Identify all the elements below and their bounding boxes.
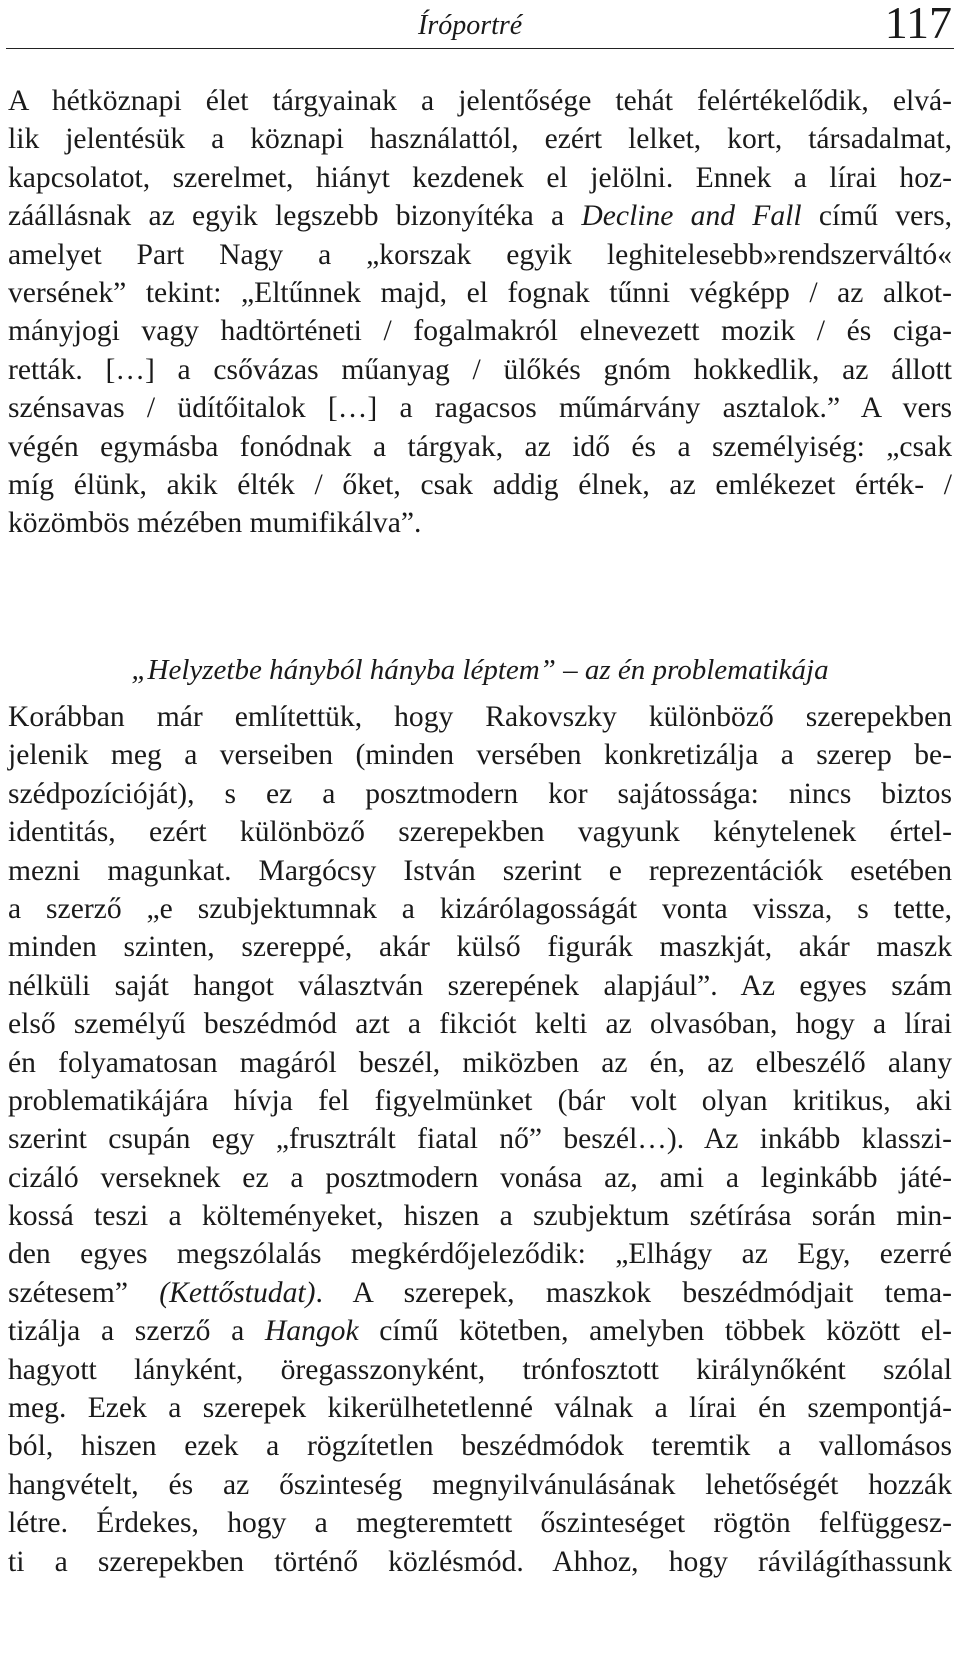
text-line: A hétköznapi élet tárgyainak a jelentősége tehát felértékelődik, elvá- xyxy=(8,85,952,117)
text-line: jelenik meg a verseiben (minden versében konkretizálja a szerep be- xyxy=(8,739,952,772)
text-line: míg élünk, akik élték / őket, csak addig élnek, az emlékezet érték- / xyxy=(8,468,952,501)
text-line: ból, hiszen ezek a rögzítetlen beszédmódok teremtik a vallomásos xyxy=(8,1430,952,1463)
paragraph-1 xyxy=(8,82,952,543)
text-line: mányjogi vagy hadtörténeti / fogalmakról elnevezett mozik / és ciga- xyxy=(8,315,952,348)
text-line: amelyet Part Nagy a „korszak egyik leghitelesebb»rendszerváltó« xyxy=(8,238,952,271)
italic-title: (Kettőstudat) xyxy=(159,1276,316,1309)
text-line: lik jelentésük a köznapi használattól, ezért lelket, kort, társadalmat, xyxy=(8,123,952,156)
running-title: Íróportré xyxy=(418,10,523,41)
text-line: retták. […] a csővázas műanyag / ülőkés gnóm hokkedlik, az állott xyxy=(8,353,952,386)
text-line: szétesem” (Kettőstudat). A szerepek, maszkok beszédmódjait tema- xyxy=(8,1276,952,1309)
italic-title: Hangok xyxy=(264,1315,359,1348)
text-line: kapcsolatot, szerelmet, hiányt kezdenek el jelölni. Ennek a lírai hoz- xyxy=(8,161,952,194)
page-number: 117 xyxy=(884,0,952,48)
text-line: minden szinten, szereppé, akár külső figurák maszkját, akár maszk xyxy=(8,931,952,964)
text-line: identitás, ezért különböző szerepekben vagyunk kénytelenek értel- xyxy=(8,816,952,849)
text-line: Korábban már említettük, hogy Rakovszky különböző szerepekben xyxy=(8,701,952,733)
text-line: első személyű beszédmód azt a fikciót kelti az olvasóban, hogy a lírai xyxy=(8,1008,952,1041)
text-line: közömbös mézében mumifikálva”. xyxy=(8,507,422,540)
text-line: záállásnak az egyik legszebb bizonyítéka a Decline and Fall című vers, xyxy=(8,200,952,233)
text-line: ti a szerepekben történő közlésmód. Ahhoz, hogy rávilágíthassunk xyxy=(8,1545,952,1578)
text-line: problematikájára hívja fel figyelmünket (bár volt olyan kritikus, aki xyxy=(8,1084,952,1117)
text-line: szerint csupán egy „frusztrált fiatal nő” beszél…). Az inkább klasszi- xyxy=(8,1123,952,1156)
text-line: mezni magunkat. Margócsy István szerint e reprezentációk esetében xyxy=(8,854,952,887)
text-line: tizálja a szerző a Hangok című kötetben, amelyben többek között el- xyxy=(8,1315,952,1348)
text-line: versének” tekint: „Eltűnnek majd, el fognak tűnni végképp / az alkot- xyxy=(8,276,952,309)
text-line: a szerző „e szubjektumnak a kizárólagosságát vonta vissza, s tette, xyxy=(8,892,952,925)
section-heading: „Helyzetbe hányból hányba léptem” – az én problematikája xyxy=(131,654,829,686)
text-line: cizáló verseknek ez a posztmodern vonása az, ami a leginkább játé- xyxy=(8,1161,952,1194)
text-line: hangvételt, és az őszinteség megnyilvánulásának lehetőségét hozzák xyxy=(8,1468,952,1501)
page-header xyxy=(6,0,954,49)
text-line: hagyott lányként, öregasszonyként, trónfosztott királynőként szólal xyxy=(8,1353,952,1386)
text-line: meg. Ezek a szerepek kikerülhetetlenné válnak a lírai én szempontjá- xyxy=(8,1392,952,1425)
text-line: én folyamatosan magáról beszél, miközben az én, az elbeszélő alany xyxy=(8,1046,952,1079)
text-line: végén egymásba fonódnak a tárgyak, az idő és a személyiség: „csak xyxy=(8,430,952,463)
text-line: létre. Érdekes, hogy a megteremtett őszinteséget rögtön felfüggesz- xyxy=(8,1507,952,1540)
italic-title: Decline and Fall xyxy=(581,200,802,233)
paragraph-2 xyxy=(8,698,952,1581)
text-line: nélküli saját hangot választván szerepének alapjául”. Az egyes szám xyxy=(8,969,952,1002)
text-line: kossá teszi a költeményeket, hiszen a szubjektum szétírása során min- xyxy=(8,1200,952,1233)
text-line: szédpozícióját), s ez a posztmodern kor sajátossága: nincs biztos xyxy=(8,777,952,810)
text-line: szénsavas / üdítőitalok […] a ragacsos műmárvány asztalok.” A vers xyxy=(8,392,952,425)
text-line: den egyes megszólalás megkérdőjeleződik: „Elhágy az Egy, ezerré xyxy=(8,1238,952,1271)
